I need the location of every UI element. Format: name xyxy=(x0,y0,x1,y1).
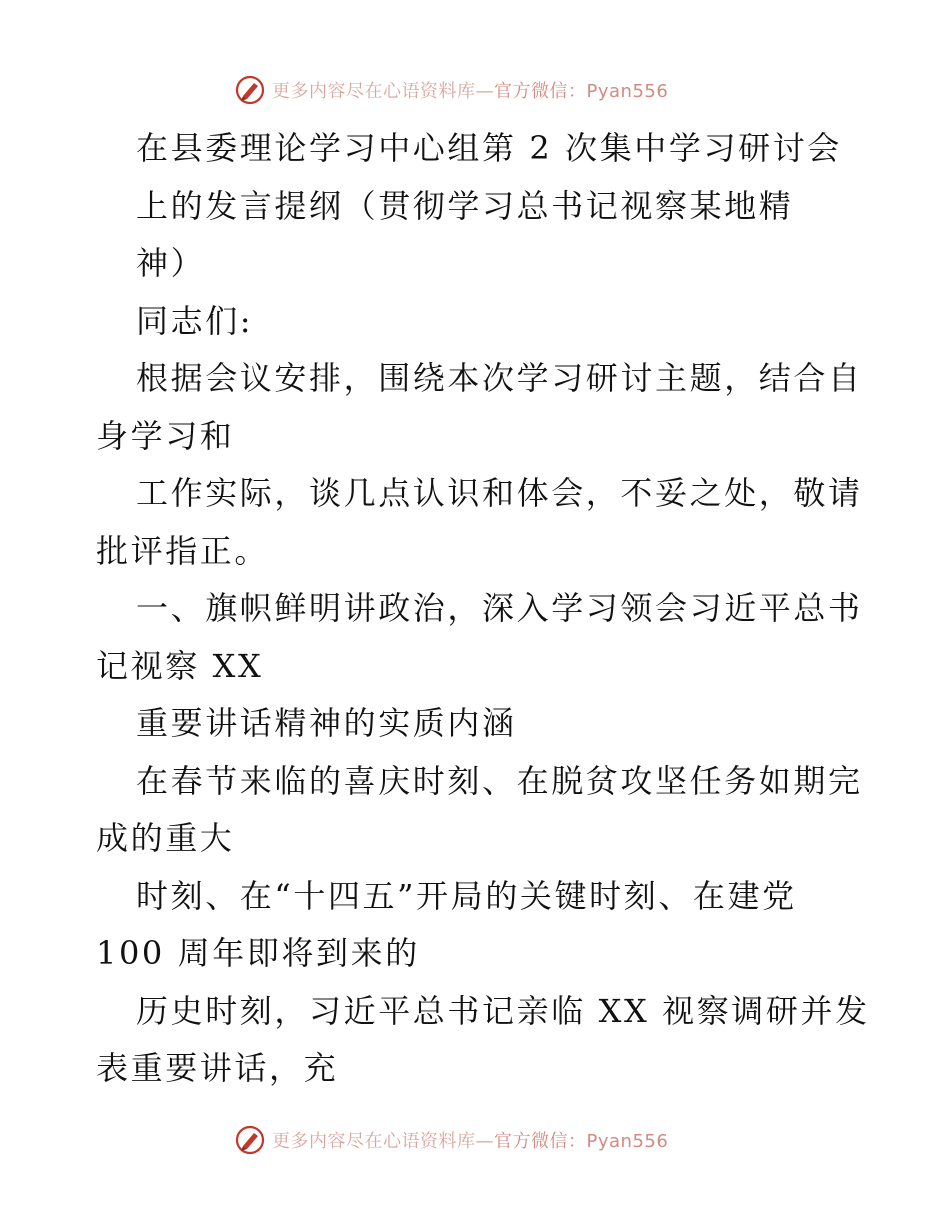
footer-wechat-text: 官方微信：Pyan556 xyxy=(494,1131,669,1152)
footer-banner-text xyxy=(272,1127,668,1153)
title-line-3: 神） xyxy=(136,244,206,282)
section-heading-line: 一、旗帜鲜明讲政治，深入学习领会习近平总书 xyxy=(136,589,863,627)
header-dash: — xyxy=(475,81,494,102)
footer-banner-inner xyxy=(234,1120,668,1160)
paragraph-line: 工作实际，谈几点认识和体会，不妥之处，敬请 xyxy=(136,474,863,512)
footer-dash: — xyxy=(475,1131,494,1152)
header-watermark-banner xyxy=(0,70,950,110)
header-banner-text xyxy=(272,77,668,103)
title-line-1: 在县委理论学习中心组第 2 次集中学习研讨会 xyxy=(136,129,842,167)
title-line-2: 上的发言提纲（贯彻学习总书记视察某地精 xyxy=(136,186,794,225)
header-wechat-text: 官方微信：Pyan556 xyxy=(494,81,669,102)
pen-logo-icon xyxy=(234,74,266,106)
paragraph-line: 在春节来临的喜庆时刻、在脱贫攻坚任务如期完 xyxy=(136,761,863,800)
footer-watermark-banner xyxy=(0,1120,950,1160)
document-body xyxy=(96,120,870,1098)
header-site-text: 更多内容尽在心语资料库 xyxy=(272,81,476,102)
salutation: 同志们: xyxy=(136,301,254,340)
header-banner-inner xyxy=(234,70,668,110)
pen-logo-icon xyxy=(234,1124,266,1156)
paragraph-line: 根据会议安排，围绕本次学习研讨主题，结合自 xyxy=(136,359,863,397)
paragraph-line: 100 周年即将到来的 xyxy=(96,934,420,972)
paragraph-line: 时刻、在“十四五”开局的关键时刻、在建党 xyxy=(136,876,797,915)
paragraph-line: 身学习和 xyxy=(96,416,235,455)
paragraph-line: 历史时刻，习近平总书记亲临 XX 视察调研并发 xyxy=(136,991,870,1030)
paragraph-line: 表重要讲话，充 xyxy=(96,1049,339,1087)
footer-site-text: 更多内容尽在心语资料库 xyxy=(272,1131,476,1152)
paragraph-line: 批评指正。 xyxy=(96,531,270,570)
section-heading-line: 记视察 XX xyxy=(96,646,264,685)
paragraph-line: 成的重大 xyxy=(96,819,235,857)
section-heading-line: 重要讲话精神的实质内涵 xyxy=(136,704,517,742)
